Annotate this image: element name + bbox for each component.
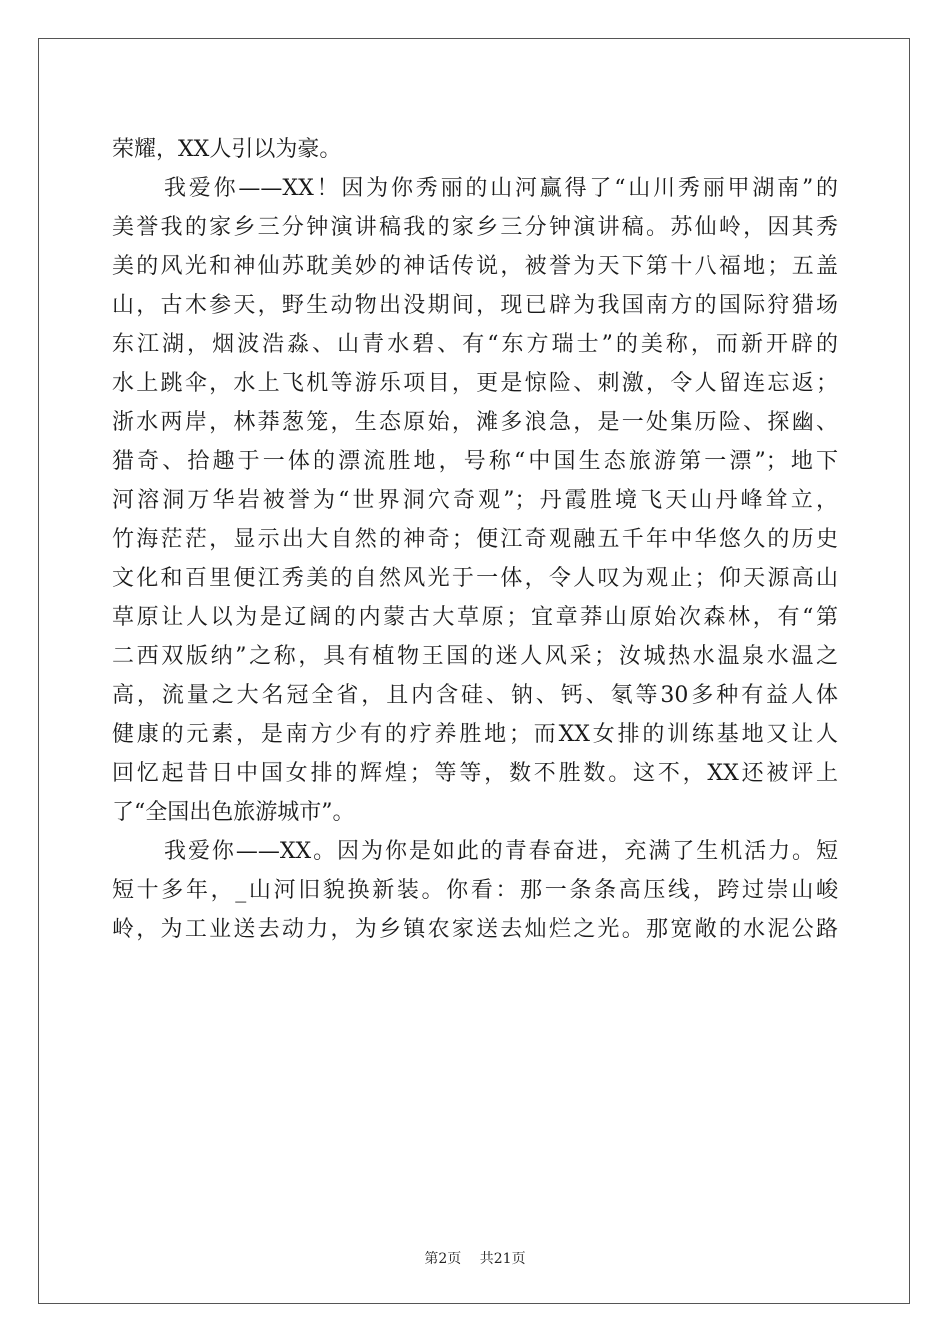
text-line: 美的风光和神仙苏耽美妙的神话传说，被誉为天下第十八福地；五盖 <box>112 254 838 279</box>
text-line: 美誉我的家乡三分钟演讲稿我的家乡三分钟演讲稿。苏仙岭，因其秀 <box>112 215 838 240</box>
page-footer <box>0 1248 950 1268</box>
document-body <box>112 130 838 949</box>
text-line: 浙水两岸，林莽葱笼，生态原始，滩多浪急，是一处集历险、探幽、 <box>112 410 838 435</box>
text-line: 水上跳伞，水上飞机等游乐项目，更是惊险、刺激，令人留连忘返； <box>112 371 838 396</box>
text-line: 河溶洞万华岩被誉为“世界洞穴奇观”；丹霞胜境飞天山丹峰耸立， <box>112 488 838 513</box>
text-line: 猎奇、拾趣于一体的漂流胜地，号称“中国生态旅游第一漂”；地下 <box>112 449 838 474</box>
page-total: 共21页 <box>479 1251 526 1267</box>
text-line: 短十多年，_山河旧貌换新装。你看：那一条条高压线，跨过崇山峻 <box>112 878 838 903</box>
page-number: 第2页 <box>424 1251 462 1267</box>
text-line: 荣耀，XX人引以为豪。 <box>112 137 342 162</box>
text-line: 二西双版纳”之称，具有植物王国的迷人风采；汝城热水温泉水温之 <box>112 644 838 669</box>
text-line: 健康的元素，是南方少有的疗养胜地；而XX女排的训练基地又让人 <box>112 722 838 747</box>
text-line: 草原让人以为是辽阔的内蒙古大草原；宜章莽山原始次森林，有“第 <box>112 605 838 630</box>
text-line: 山，古木参天，野生动物出没期间，现已辟为我国南方的国际狩猎场 <box>112 293 838 318</box>
text-line: 东江湖，烟波浩淼、山青水碧、有“东方瑞士”的美称，而新开辟的 <box>112 332 838 357</box>
text-line: 了“全国出色旅游城市”。 <box>112 800 355 825</box>
text-line: 回忆起昔日中国女排的辉煌；等等，数不胜数。这不，XX还被评上 <box>112 761 838 786</box>
text-line: 高，流量之大名冠全省，且内含硅、钠、钙、氡等30多种有益人体 <box>112 683 838 708</box>
text-line: 我爱你——XX。因为你是如此的青春奋进，充满了生机活力。短 <box>164 839 838 864</box>
text-line: 文化和百里便江秀美的自然风光于一体，令人叹为观止；仰天源高山 <box>112 566 838 591</box>
text-line: 我爱你——XX！因为你秀丽的山河赢得了“山川秀丽甲湖南”的 <box>164 176 838 201</box>
text-line: 岭，为工业送去动力，为乡镇农家送去灿烂之光。那宽敞的水泥公路 <box>112 917 838 942</box>
text-line: 竹海茫茫，显示出大自然的神奇；便江奇观融五千年中华悠久的历史 <box>112 527 838 552</box>
